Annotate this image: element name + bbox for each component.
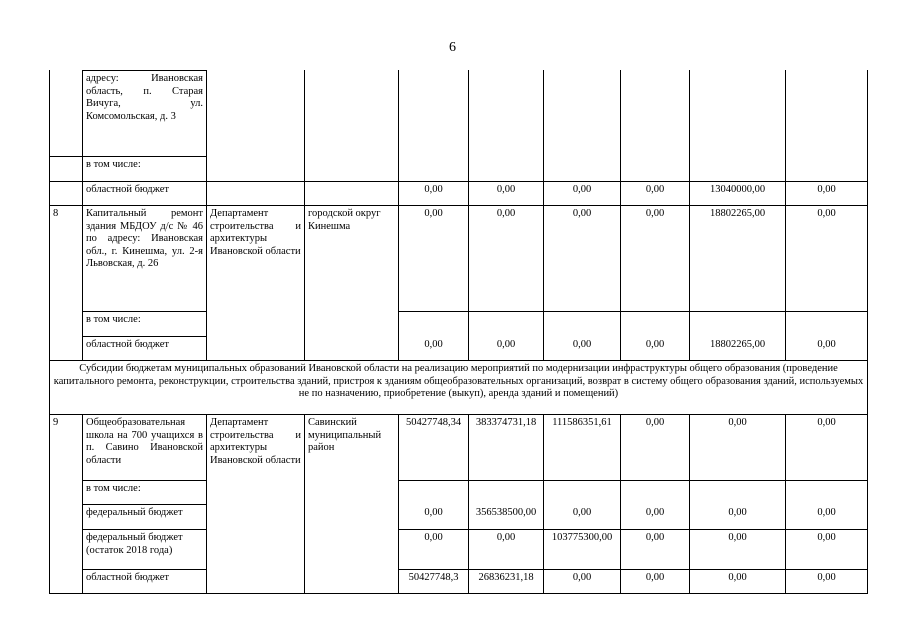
value-cell: 18802265,00 (690, 337, 786, 361)
department-cell: Департамент строительства и архитектуры Ивановской области (207, 206, 305, 361)
value-cell: 18802265,00 (690, 206, 786, 312)
budget-label: областной бюджет (83, 182, 207, 206)
department-cell: Департамент строительства и архитектуры Ивановской области (207, 415, 305, 594)
page-number: 6 (449, 40, 456, 55)
value-cell: 50427748,34 (399, 415, 469, 481)
table-row (50, 337, 868, 361)
value-cell: 111586351,61 (544, 415, 621, 481)
municipality-cell: городской округ Кинешма (305, 206, 399, 361)
value-cell: 0,00 (690, 570, 786, 594)
budget-label: областной бюджет (83, 570, 207, 594)
value-cell: 0,00 (469, 206, 544, 312)
value-cell: 0,00 (786, 530, 868, 570)
value-cell: 0,00 (544, 570, 621, 594)
subtotal-label: в том числе: (83, 157, 207, 182)
budget-label: федеральный бюджет (83, 505, 207, 530)
value-cell: 0,00 (786, 337, 868, 361)
value-cell: 0,00 (544, 206, 621, 312)
value-cell: 0,00 (544, 182, 621, 206)
value-cell: 0,00 (469, 182, 544, 206)
value-cell: 0,00 (690, 505, 786, 530)
table-row (50, 415, 868, 481)
budget-label: федеральный бюджет (остаток 2018 года) (83, 530, 207, 570)
value-cell: 0,00 (621, 570, 690, 594)
table-row (50, 481, 868, 505)
table-row (50, 71, 868, 157)
value-cell: 0,00 (469, 530, 544, 570)
value-cell: 0,00 (399, 206, 469, 312)
object-cell: Общеобразовательная школа на 700 учащихся в п. Савино Ивановской области (83, 415, 207, 481)
table-row (50, 570, 868, 594)
value-cell: 0,00 (399, 530, 469, 570)
value-cell: 0,00 (544, 505, 621, 530)
row-number: 8 (50, 206, 83, 361)
value-cell: 0,00 (621, 505, 690, 530)
value-cell: 0,00 (690, 415, 786, 481)
subtotal-label: в том числе: (83, 312, 207, 337)
value-cell: 0,00 (621, 415, 690, 481)
municipality-cell: Савинский муниципальный район (305, 415, 399, 594)
subtotal-label: в том числе: (83, 481, 207, 505)
section-heading: Субсидии бюджетам муниципальных образований Ивановской области на реализацию мероприятий по модернизации инфраструктуры общего образования (проведение капитального ремонта, реконструкции, строительства зданий, пристроя к зданиям общеобразовательных организаций, возврат в систему общего образования зданий, используемых не по назначению, приобретение (выкуп), аренда зданий и помещений) (50, 361, 868, 415)
value-cell: 0,00 (621, 337, 690, 361)
value-cell: 50427748,3 (399, 570, 469, 594)
object-cell: адресу: Ивановская область, п. Старая Вичуга, ул. Комсомольская, д. 3 (83, 71, 207, 157)
object-cell: Капитальный ремонт здания МБДОУ д/с № 46 по адресу: Ивановская обл., г. Кинешма, ул. 2-я Львовская, д. 26 (83, 206, 207, 312)
value-cell: 0,00 (544, 337, 621, 361)
value-cell: 0,00 (786, 505, 868, 530)
value-cell: 0,00 (786, 570, 868, 594)
table-row (50, 206, 868, 312)
row-number: 9 (50, 415, 83, 594)
budget-label: областной бюджет (83, 337, 207, 361)
value-cell: 0,00 (690, 530, 786, 570)
value-cell: 0,00 (399, 505, 469, 530)
table-row (50, 361, 868, 415)
table-row (50, 182, 868, 206)
value-cell: 0,00 (621, 182, 690, 206)
financing-table (49, 70, 868, 594)
table-row (50, 312, 868, 337)
value-cell: 383374731,18 (469, 415, 544, 481)
table-row (50, 157, 868, 182)
value-cell: 26836231,18 (469, 570, 544, 594)
value-cell: 0,00 (399, 337, 469, 361)
value-cell: 0,00 (621, 206, 690, 312)
value-cell: 0,00 (786, 206, 868, 312)
value-cell: 13040000,00 (690, 182, 786, 206)
table-row (50, 530, 868, 570)
value-cell: 103775300,00 (544, 530, 621, 570)
value-cell: 0,00 (621, 530, 690, 570)
value-cell: 0,00 (786, 182, 868, 206)
value-cell: 356538500,00 (469, 505, 544, 530)
value-cell: 0,00 (399, 182, 469, 206)
value-cell: 0,00 (786, 415, 868, 481)
table-row (50, 505, 868, 530)
value-cell: 0,00 (469, 337, 544, 361)
